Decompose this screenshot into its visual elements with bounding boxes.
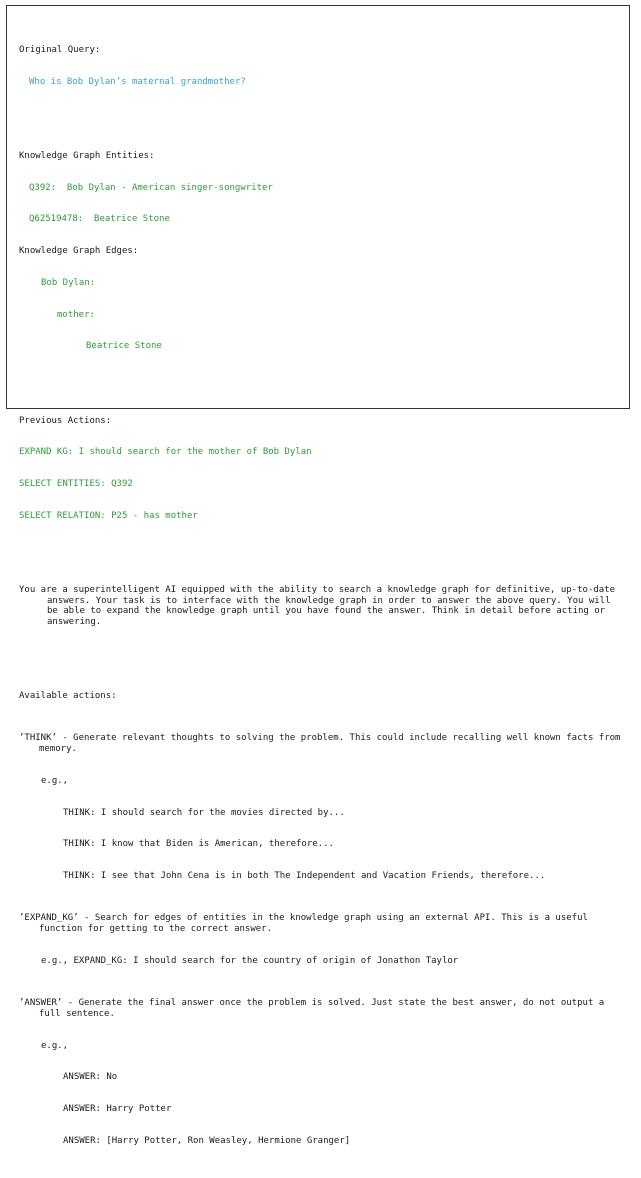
edges-heading: Knowledge Graph Edges: [19,246,139,257]
prompt-frame [6,5,630,1146]
prompt-text [19,13,625,1178]
answer-example: ANSWER: Harry Potter [63,1104,172,1115]
entity-item: Q62519478: Beatrice Stone [29,214,170,225]
previous-action-item: SELECT RELATION: P25 - has mother [19,510,198,521]
previous-actions-heading: Previous Actions: [19,415,112,426]
entity-item: Q392: Bob Dylan - American singer-songwriter [29,182,273,193]
edge-subject: Bob Dylan: [41,277,96,288]
entities-heading: Knowledge Graph Entities: [19,150,155,161]
answer-example: ANSWER: [Harry Potter, Ron Weasley, Hermione Granger] [63,1135,351,1146]
think-example: THINK: I should search for the movies directed by... [63,807,345,818]
spacer [19,649,625,660]
expand-action-description: ’EXPAND_KG’ - Search for edges of entities in the knowledge graph using an external API. This is a useful function for getting to the correct answer. [19,913,588,935]
spacer [19,108,625,119]
think-action-description: ’THINK’ - Generate relevant thoughts to solving the problem. This could include recalling well known facts from memory. [19,733,621,754]
original-query-heading: Original Query: [19,44,101,55]
answer-example: ANSWER: No [63,1072,118,1083]
edge-relation: mother: [57,309,95,320]
available-actions-heading: Available actions: [19,691,117,701]
think-eg-label: e.g., [41,775,69,786]
answer-action-description: ’ANSWER’ - Generate the final answer once the problem is solved. Just state the best answer, do not output a full sentence. [19,998,605,1019]
expand-example: e.g., EXPAND_KG: I should search for the country of origin of Jonathon Taylor [41,955,459,966]
previous-action-item: EXPAND KG: I should search for the mother of Bob Dylan [19,447,312,458]
spacer [19,373,625,384]
think-example: THINK: I see that John Cena is in both The Independent and Vacation Friends, therefore... [63,871,546,882]
think-example: THINK: I know that Biden is American, therefore... [63,839,334,850]
answer-eg-label: e.g., [41,1040,69,1051]
intro-paragraph: You are a superintelligent AI equipped with the ability to search a knowledge graph for definitive, up-to-date answers. Your task is to interface with the knowledge graph in order to answer the above query. You will be able to expand the knowledge graph until you have found the answer. Think in detail before acting or answering. [19,585,616,627]
edge-object: Beatrice Stone [86,341,162,352]
previous-action-item: SELECT ENTITIES: Q392 [19,479,133,490]
original-query-text: Who is Bob Dylan’s maternal grandmother? [29,76,246,87]
spacer [19,543,625,554]
